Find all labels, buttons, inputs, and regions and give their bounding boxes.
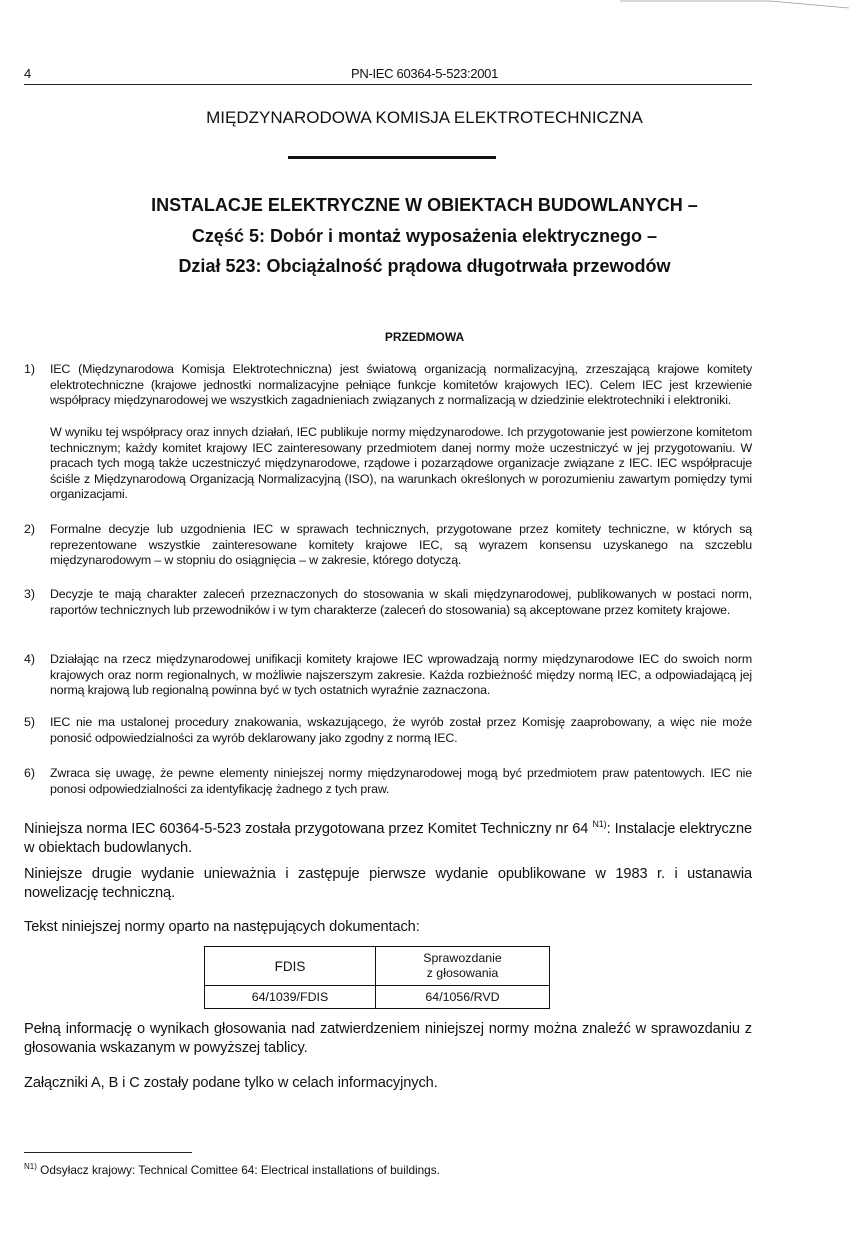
foreword-item-text: Formalne decyzje lub uzgodnienia IEC w sprawach technicznych, przygotowane przez komitety techniczne, w których są reprezentowane wszystkie zainteresowane komitety krajowe IEC, są wyrazem konsensu uzyskanego na szczeblu międzynarodowym – w stopniu do osiągnięcia – w zakresie, którego dotyczą. — [50, 522, 752, 568]
foreword-item-number: 6) — [24, 766, 36, 780]
table-header-fdis: FDIS — [205, 947, 376, 986]
foreword-item-text: Decyzje te mają charakter zaleceń przeznaczonych do stosowania w skali międzynarodowej, publikowanych w postaci norm, raportów technicznych lub przewodników i w tym charakterze (zaleceń do stosowania) są akceptowane przez komitety krajowe. — [50, 587, 752, 617]
prepared-text-after: : Instalacje elektryczne w obiektach budowlanych. — [24, 820, 752, 856]
table-header-voting-report — [376, 947, 550, 986]
paragraph-edition: Niniejsze drugie wydanie unieważnia i zastępuje pierwsze wydanie opublikowane w 1983 r. i ustanawia nowelizację techniczną. — [24, 866, 752, 901]
paragraph-documents-intro: Tekst niniejszej normy oparto na następujących dokumentach: — [24, 919, 420, 935]
table-cell-fdis: 64/1039/FDIS — [205, 986, 376, 1009]
title-line-3: Dział 523: Obciążalność prądowa długotrwała przewodów — [178, 256, 671, 276]
table-cell-rvd: 64/1056/RVD — [376, 986, 550, 1009]
table-header-voting-report-line-1: Sprawozdanie — [423, 951, 502, 965]
paragraph-voting-info: Pełną informację o wynikach głosowania nad zatwierdzeniem niniejszej normy można znaleźć w sprawozdaniu z głosowania wskazanym w powyższej tablicy. — [24, 1021, 752, 1056]
foreword-item-number: 1) — [24, 362, 36, 376]
foreword-item-number: 2) — [24, 522, 36, 536]
title-line-2: Część 5: Dobór i montaż wyposażenia elektrycznego – — [191, 226, 658, 246]
footnote-mark: N1) — [24, 1162, 37, 1171]
table-row — [205, 986, 550, 1009]
footnote-text: Odsyłacz krajowy: Technical Comittee 64: Electrical installations of buildings. — [40, 1162, 440, 1177]
foreword-item-number: 5) — [24, 715, 36, 729]
foreword-item-text: Zwraca się uwagę, że pewne elementy niniejszej normy międzynarodowej mogą być przedmiotem praw patentowych. IEC nie ponosi odpowiedzialności za identyfikację żadnego z tych praw. — [50, 766, 752, 796]
table-header-row — [205, 947, 550, 986]
foreword-item-text: Działając na rzecz międzynarodowej unifikacji komitety krajowe IEC wprowadzają normy międzynarodowe IEC do swoich norm krajowych oraz norm regionalnych, w możliwie najszerszym zakresie. Każda rozbieżność między normą IEC, a odpowiadającą jej normą krajową lub regionalną powinna być w tych ostatnich wyraźnie zaznaczona. — [50, 652, 752, 698]
header-rule — [24, 84, 752, 85]
paragraph-annexes: Załączniki A, B i C zostały podane tylko w celach informacyjnych. — [24, 1075, 438, 1091]
footnote-reference: N1) — [592, 819, 607, 829]
title-separator — [288, 156, 496, 159]
foreword-item-text-continued: W wyniku tej współpracy oraz innych działań, IEC publikuje normy międzynarodowe. Ich przygotowanie jest powierzone komitetom technicznym; każdy komitet krajowy IEC zainteresowany przedmiotem danej normy może uczestniczyć w jej przygotowaniu. W pracach tych mogą także uczestniczyć międzynarodowe, rządowe i pozarządowe organizacje związane z IEC. IEC współpracuje ściśle z Międzynarodową Organizacją Normalizacyjną (ISO), na warunkach określonych w porozumieniu zawartym pomiędzy tymi organizacjami. — [50, 425, 752, 502]
title-line-1: INSTALACJE ELEKTRYCZNE W OBIEKTACH BUDOWLANYCH – — [151, 195, 698, 215]
table-header-voting-report-line-2: z głosowania — [426, 966, 499, 980]
foreword-item-number: 4) — [24, 652, 36, 666]
paragraph-prepared-by — [24, 815, 752, 858]
document-code: PN-IEC 60364-5-523:2001 — [350, 66, 499, 81]
organization-name: MIĘDZYNARODOWA KOMISJA ELEKTROTECHNICZNA — [206, 108, 643, 127]
scan-crease-line — [620, 0, 849, 12]
foreword-item-text: IEC nie ma ustalonej procedury znakowania, wskazującego, że wyrób został przez Komisję zaaprobowany, a więc nie może ponosić odpowiedzialności za wyrób deklarowany jako zgodny z normą IEC. — [50, 715, 752, 745]
voting-documents-table — [204, 946, 550, 1009]
foreword-item-number: 3) — [24, 587, 36, 601]
page-number: 4 — [24, 66, 32, 81]
foreword-heading: PRZEDMOWA — [384, 330, 465, 344]
footnote-rule — [24, 1152, 192, 1153]
foreword-item-text: IEC (Międzynarodowa Komisja Elektrotechniczna) jest światową organizacją normalizacyjną, zrzeszającą krajowe komitety elektrotechniczne (krajowe jednostki normalizacyjne pełniące funkcje komitetów krajowych IEC). Celem IEC jest krzewienie współpracy międzynarodowej we wszystkich zagadnieniach związanych z normalizacją w dziedzinie elektrotechniki i elektroniki. — [50, 362, 752, 408]
footnote — [24, 1162, 440, 1177]
prepared-text-before: Niniejsza norma IEC 60364-5-523 została przygotowana przez Komitet Techniczny nr 64 — [24, 820, 589, 837]
